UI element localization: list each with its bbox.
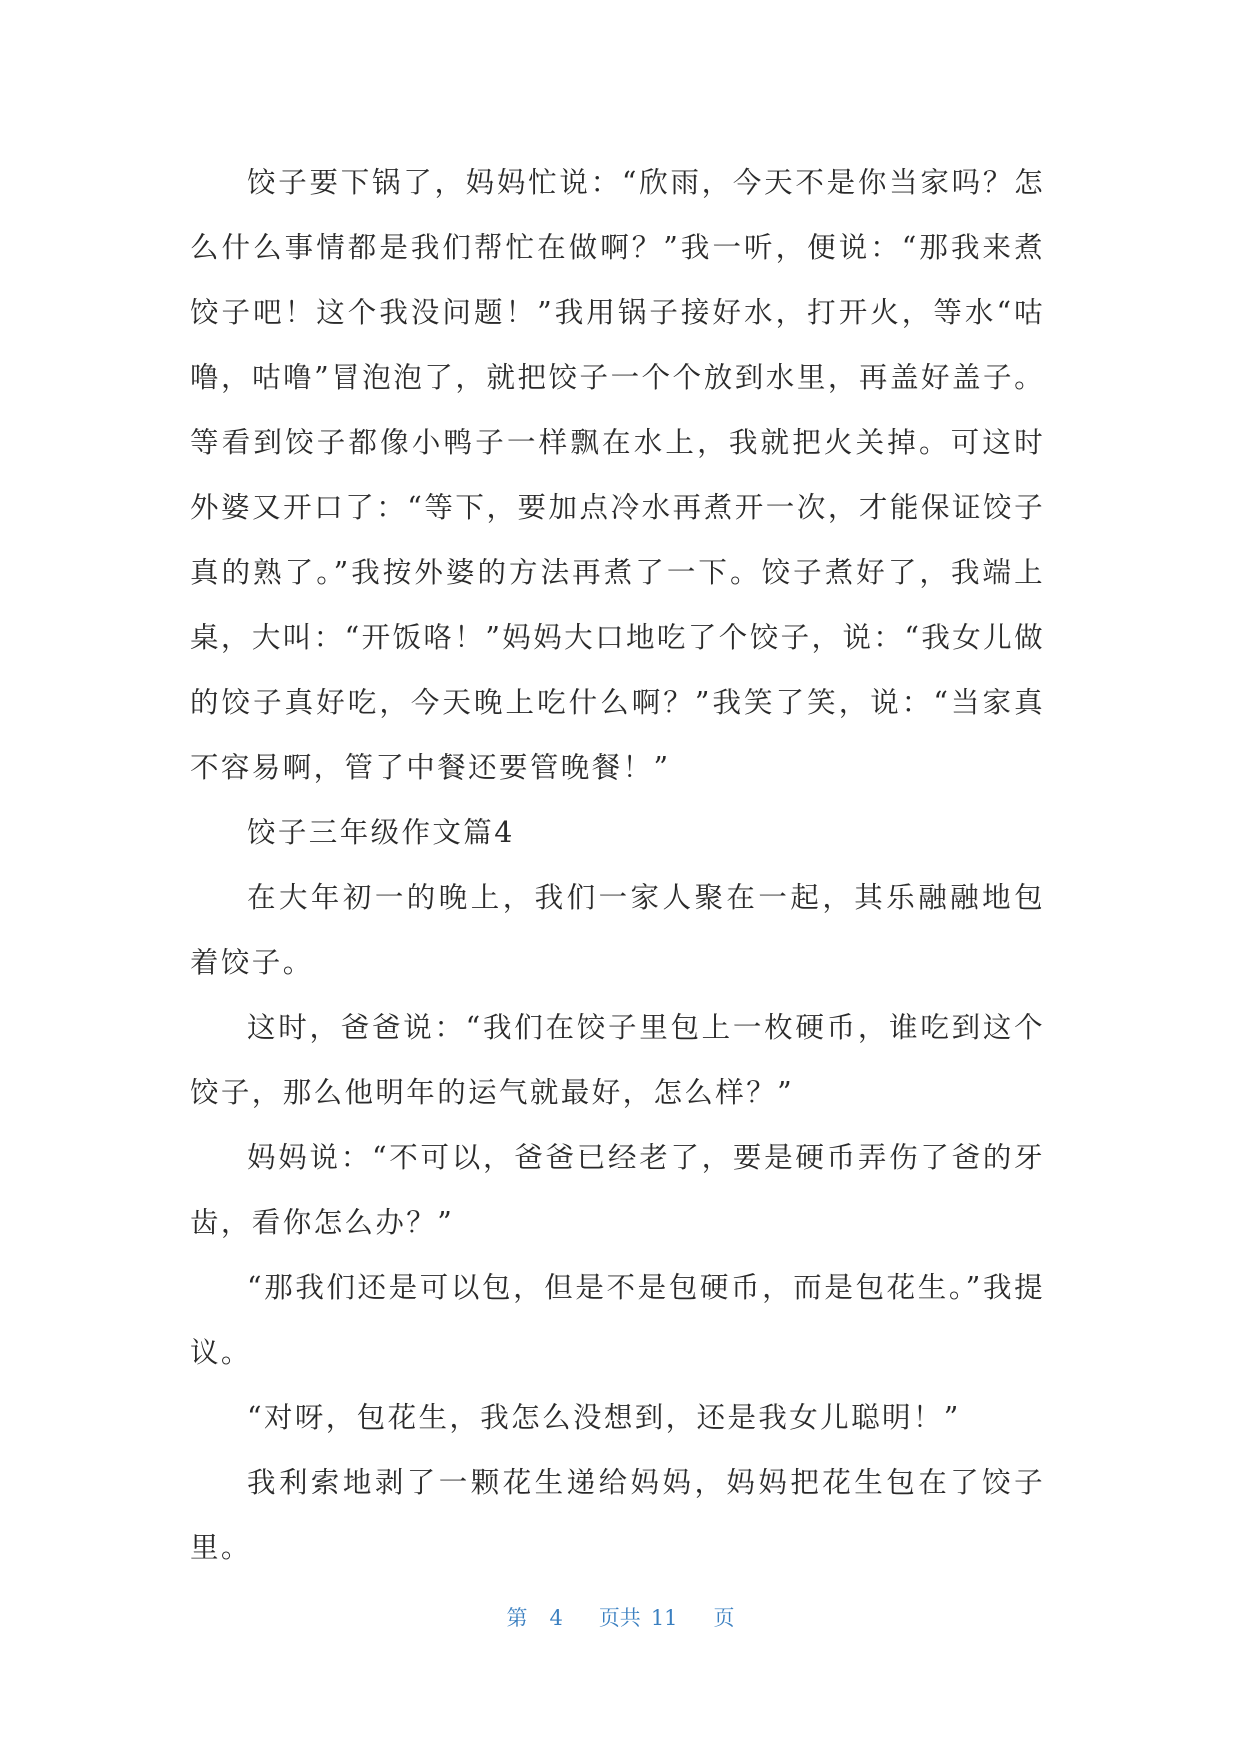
paragraph-wrap-peanut: 我利索地剥了一颗花生递给妈妈，妈妈把花生包在了饺子里。 [190, 1466, 1045, 1564]
paragraph-new-year-night: 在大年初一的晚上，我们一家人聚在一起，其乐融融地包着饺子。 [190, 881, 1045, 979]
paragraph-dad-coin: 这时，爸爸说：“我们在饺子里包上一枚硬币，谁吃到这个饺子，那么他明年的运气就最好，怎么样？” [190, 1011, 1045, 1109]
paragraph-mom-objects: 妈妈说：“不可以，爸爸已经老了，要是硬币弄伤了爸的牙齿，看你怎么办？” [190, 1141, 1045, 1239]
footer-total-pages: 11 [650, 1606, 678, 1630]
footer-prefix: 第 [506, 1606, 528, 1630]
section-heading: 饺子三年级作文篇4 [247, 816, 515, 849]
footer-suffix: 页 [713, 1606, 735, 1630]
page-footer [0, 1602, 1241, 1632]
footer-middle: 页共 [598, 1606, 641, 1630]
document-body [190, 150, 1045, 1580]
paragraph-peanut-suggestion: “那我们还是可以包，但是不是包硬币，而是包花生。”我提议。 [190, 1271, 1045, 1369]
footer-current-page: 4 [549, 1606, 563, 1630]
paragraph-praise: “对呀，包花生，我怎么没想到，还是我女儿聪明！” [247, 1401, 961, 1434]
paragraph-cooking-dumplings: 饺子要下锅了，妈妈忙说：“欣雨，今天不是你当家吗？怎么什么事情都是我们帮忙在做啊？”我一听，便说：“那我来煮饺子吧！这个我没问题！”我用锅子接好水，打开火，等水“咕噜，咕噜”冒泡泡了，就把饺子一个个放到水里，再盖好盖子。等看到饺子都像小鸭子一样飘在水上，我就把火关掉。可这时外婆又开口了：“等下，要加点冷水再煮开一次，才能保证饺子真的熟了。”我按外婆的方法再煮了一下。饺子煮好了，我端上桌，大叫：“开饭咯！”妈妈大口地吃了个饺子，说：“我女儿做的饺子真好吃，今天晚上吃什么啊？”我笑了笑，说：“当家真不容易啊，管了中餐还要管晚餐！” [190, 166, 1045, 784]
